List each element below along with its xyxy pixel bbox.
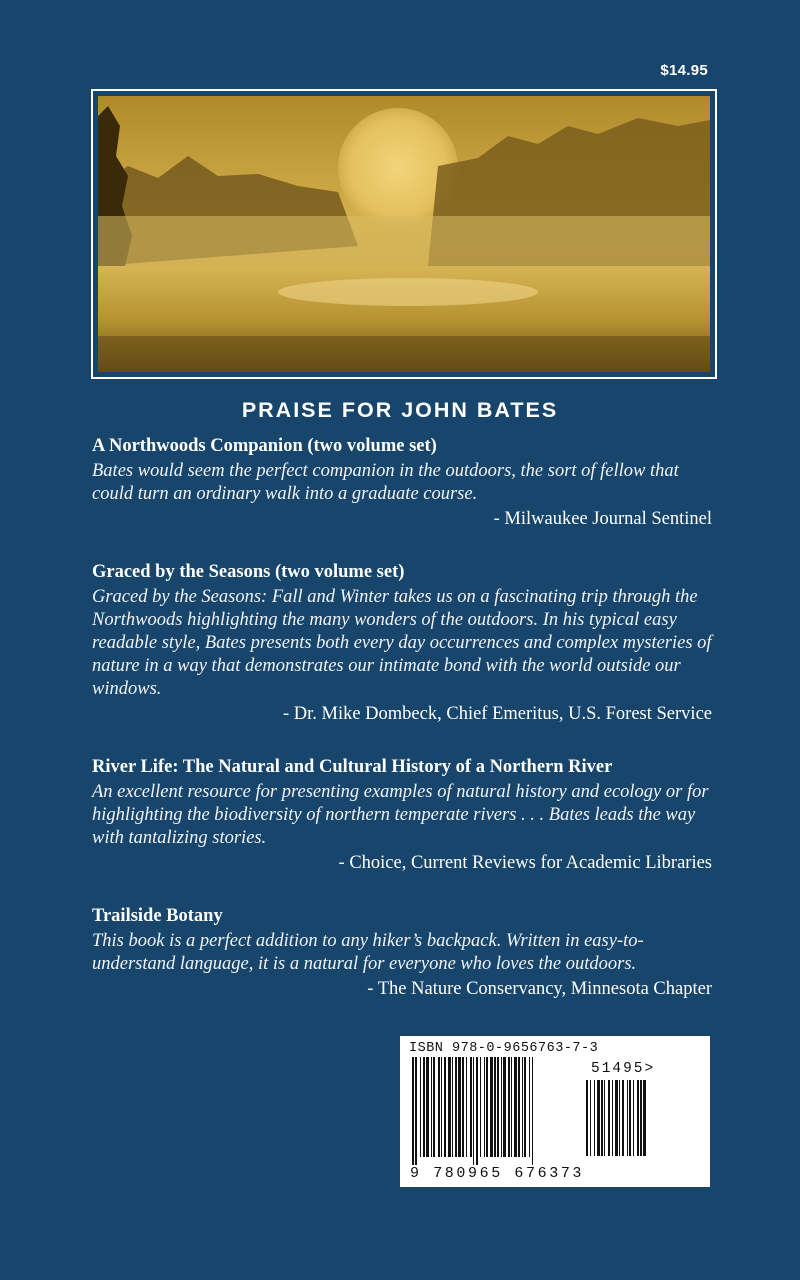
review-source: - Milwaukee Journal Sentinel: [493, 509, 712, 529]
review-quote: Bates would seem the perfect companion in the outdoors, the sort of fellow that could turn an ordinary walk into a graduate course.: [92, 461, 679, 504]
review-title: Trailside Botany: [92, 906, 223, 926]
review: [92, 755, 712, 875]
review-source: - Dr. Mike Dombeck, Chief Emeritus, U.S. Forest Service: [282, 704, 712, 724]
review-source: - The Nature Conservancy, Minnesota Chapter: [367, 979, 712, 999]
price-label: $14.95: [660, 62, 708, 79]
review-quote: This book is a perfect addition to any hiker’s backpack. Written in easy-to-understand language, it is a natural for everyone who loves the outdoors.: [92, 931, 644, 974]
review-title: River Life: The Natural and Cultural History of a Northern River: [92, 757, 613, 777]
review: [92, 904, 712, 1001]
praise-heading: PRAISE FOR JOHN BATES: [241, 398, 559, 422]
review: [92, 434, 712, 531]
isbn-text: ISBN 978-0-9656763-7-3: [409, 1041, 599, 1056]
review-title: Graced by the Seasons (two volume set): [92, 562, 405, 582]
reviews-list: [92, 434, 712, 1001]
review: [92, 560, 712, 726]
review-title: A Northwoods Companion (two volume set): [92, 436, 437, 456]
price-barcode-icon: [586, 1080, 696, 1164]
review-quote: An excellent resource for presenting examples of natural history and ecology or for highlighting the biodiversity of northern temperate rivers . . . Bates leads the way with tantalizing stories.: [92, 782, 709, 848]
cover-photo: [91, 89, 717, 379]
review-quote: Graced by the Seasons: Fall and Winter takes us on a fascinating trip through the Northwoods highlighting the many wonders of the outdoors. In his typical easy readable style, Bates presents both every day occurrences and complex mysteries of nature in a way that demonstrates our intimate bond with the world outside our windows.: [92, 587, 712, 699]
price-code-text: 51495>: [591, 1061, 656, 1077]
ean-barcode-icon: [412, 1057, 580, 1165]
misty-river-sunrise-image: [98, 96, 710, 372]
review-source: - Choice, Current Reviews for Academic Libraries: [338, 853, 712, 873]
barcode-label: [400, 1036, 710, 1187]
ean-number: 9 780965 676373: [410, 1165, 585, 1182]
